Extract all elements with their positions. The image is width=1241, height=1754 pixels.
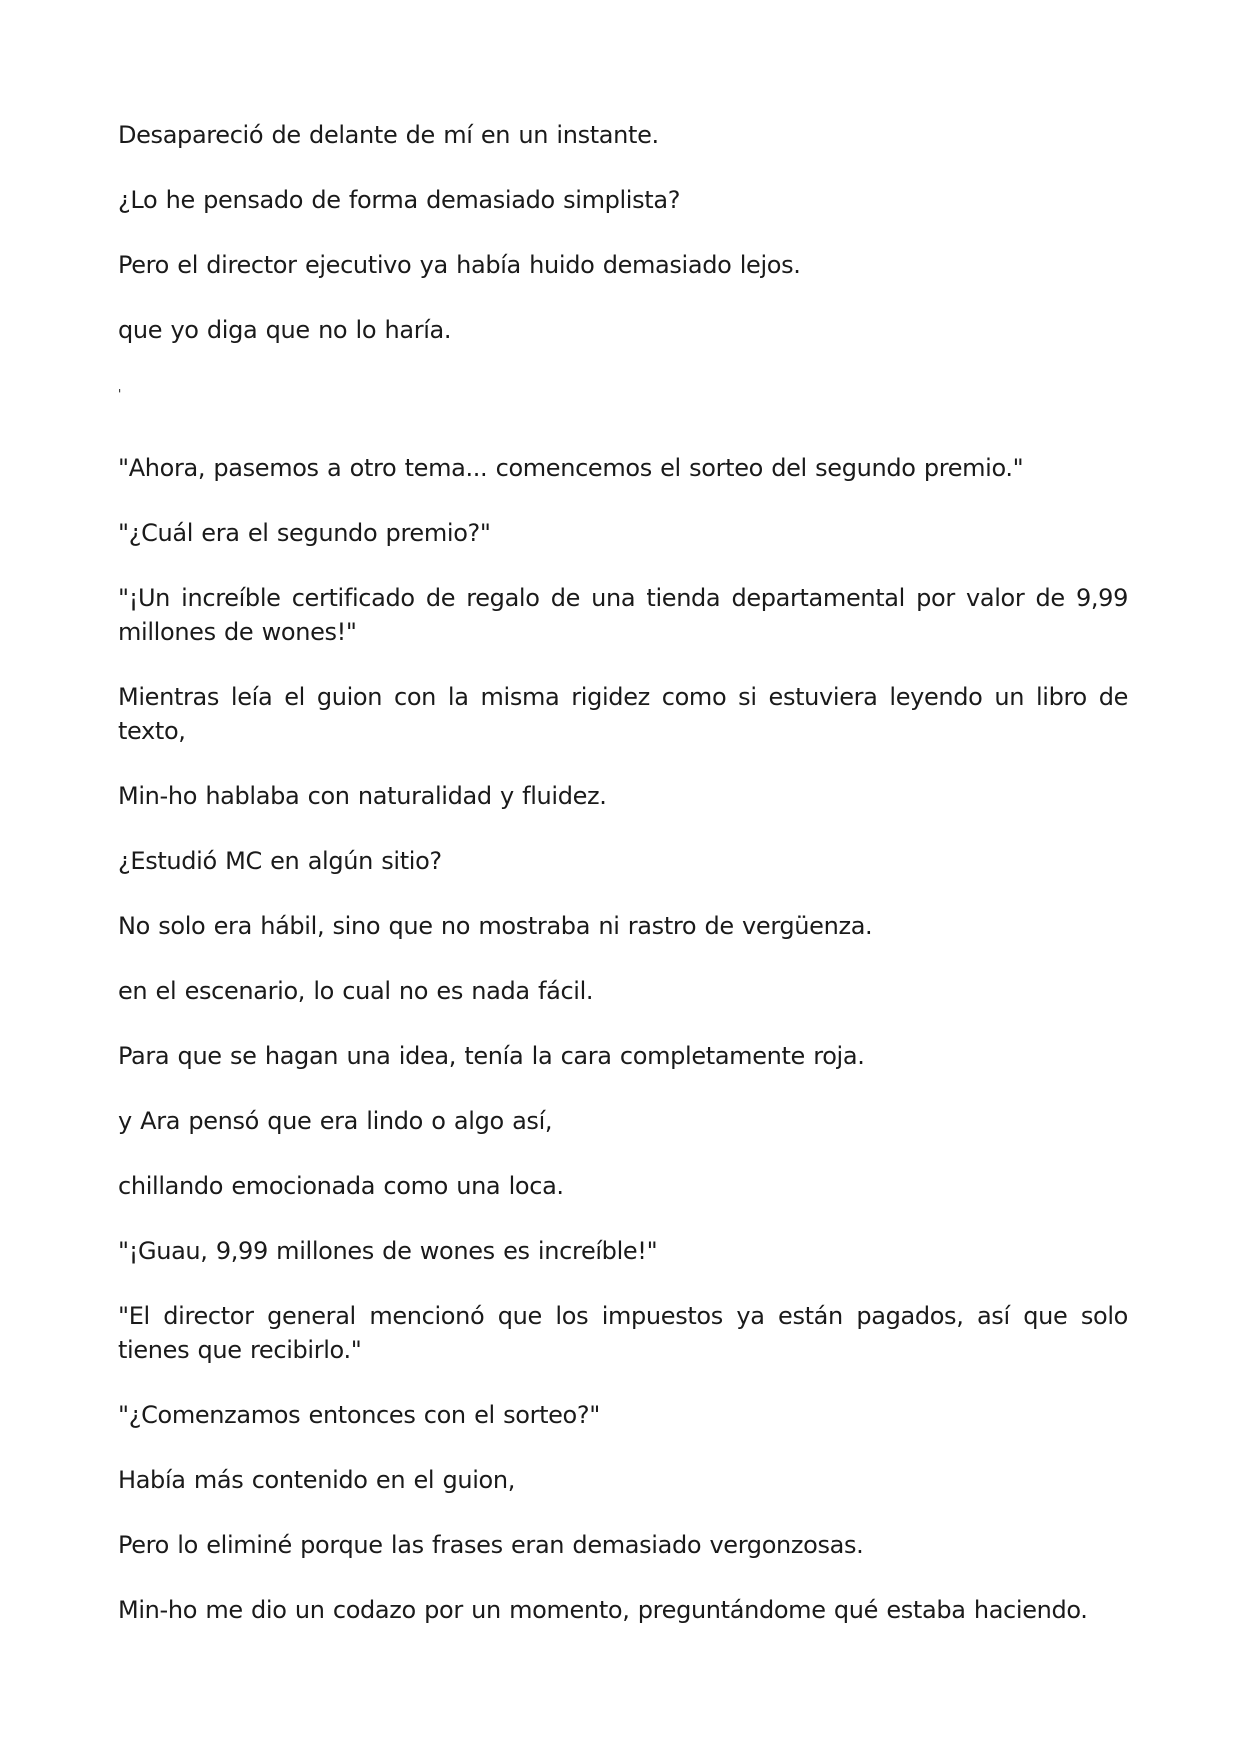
paragraph: Había más contenido en el guion, — [118, 1466, 516, 1494]
paragraph: "¡Guau, 9,99 millones de wones es increíble!" — [118, 1237, 658, 1265]
paragraph: "Ahora, pasemos a otro tema... comencemos el sorteo del segundo premio." — [118, 454, 1024, 482]
paragraph: Pero el director ejecutivo ya había huido demasiado lejos. — [118, 251, 801, 279]
stray-mark: ' — [118, 387, 121, 401]
paragraph: "¿Comenzamos entonces con el sorteo?" — [118, 1401, 600, 1429]
paragraph: Para que se hagan una idea, tenía la cara completamente roja. — [118, 1042, 865, 1070]
paragraph: que yo diga que no lo haría. — [118, 316, 452, 344]
paragraph: y Ara pensó que era lindo o algo así, — [118, 1107, 553, 1135]
paragraph: ¿Lo he pensado de forma demasiado simplista? — [118, 186, 681, 214]
paragraph: Pero lo eliminé porque las frases eran demasiado vergonzosas. — [118, 1531, 864, 1559]
paragraph: No solo era hábil, sino que no mostraba ni rastro de vergüenza. — [118, 912, 873, 940]
paragraph: "¿Cuál era el segundo premio?" — [118, 519, 491, 547]
paragraph: Min-ho hablaba con naturalidad y fluidez. — [118, 782, 607, 810]
paragraph: Mientras leía el guion con la misma rigidez como si estuviera leyendo un libro de texto, — [118, 683, 1128, 745]
paragraph: ¿Estudió MC en algún sitio? — [118, 847, 442, 875]
paragraph: Min-ho me dio un codazo por un momento, preguntándome qué estaba haciendo. — [118, 1596, 1088, 1624]
paragraph: chillando emocionada como una loca. — [118, 1172, 564, 1200]
paragraph: "El director general mencionó que los impuestos ya están pagados, así que solo tienes que recibirlo." — [118, 1302, 1128, 1364]
paragraph: "¡Un increíble certificado de regalo de una tienda departamental por valor de 9,99 millones de wones!" — [118, 584, 1128, 646]
paragraph: Desapareció de delante de mí en un instante. — [118, 121, 659, 149]
paragraph: en el escenario, lo cual no es nada fácil. — [118, 977, 594, 1005]
document-body — [118, 118, 1128, 1658]
